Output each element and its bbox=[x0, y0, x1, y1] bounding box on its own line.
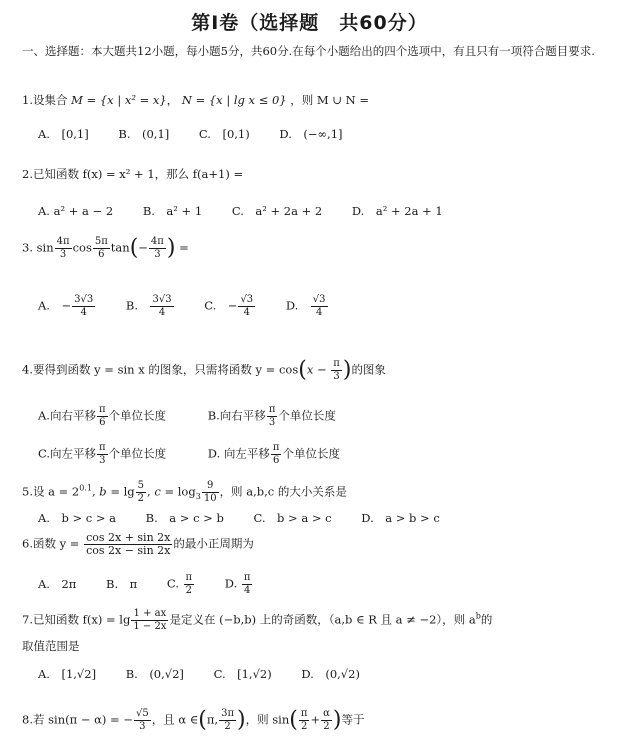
q3-option-b[interactable]: B. $\frac{3√3}{4}$ bbox=[125, 294, 172, 318]
question-7: 7.已知函数 f(x) = lg $\frac{1 + ax}{1 - 2x}$ 是定义在 (−b,b) 上的奇函数，（a,b ∈ R 且 a ≠ −2），则 $a^b$的 bbox=[22, 608, 493, 632]
q5-options bbox=[38, 510, 466, 526]
q6-options bbox=[38, 572, 279, 597]
question-6: 6.函数 y = $\frac{\cos 2x + \sin 2x}{\cos 2x - \sin 2x}$ 的最小正周期为 bbox=[22, 531, 254, 557]
question-8: 8.若 sin(π − α) = − $\frac{√5}{3}$ ，且 α ∈(π, $\frac{3\pi}{2}$ )，则 sin( $\frac{\pi}{2}$ + $\frac{\alpha}{2}$ )等于 bbox=[22, 707, 365, 733]
question-2: 2.已知函数 f(x) = x² + 1，那么 f(a+1) = bbox=[22, 167, 244, 181]
q7-options bbox=[38, 666, 386, 682]
q3-frac-2: $\frac{5\pi}{6}$ bbox=[94, 236, 108, 260]
q5-option-d[interactable]: D. a > b > c bbox=[361, 511, 440, 525]
q3-option-c[interactable]: C. − $\frac{√3}{4}$ bbox=[204, 294, 254, 318]
q7-option-a[interactable]: A. [1,√2] bbox=[38, 667, 97, 681]
q4-option-a[interactable]: A.向右平移 $\frac{\pi}{6}$ 个单位长度 bbox=[38, 404, 167, 428]
q1-options bbox=[38, 126, 369, 142]
q1-set-m: M = {x | x² = x} bbox=[71, 93, 167, 107]
question-5: 5.设 $a = 2^{0.1}$, b = lg $\frac{5}{2}$ , $c = \log_3$ $\frac{9}{10}$ ，则 a,b,c 的大小关系是 bbox=[22, 480, 347, 504]
q7-option-d[interactable]: D. (0,√2) bbox=[301, 667, 360, 681]
q7-option-b[interactable]: B. (0,√2] bbox=[125, 667, 184, 681]
q1-option-a[interactable]: A. [0,1] bbox=[38, 127, 89, 141]
q5-option-b[interactable]: B. a > c > b bbox=[145, 511, 224, 525]
q5-option-c[interactable]: C. b > a > c bbox=[253, 511, 332, 525]
question-4: 4.要得到函数 y = sin x 的图象，只需将函数 y = cos(x − $\frac{\pi}{3}$ )的图象 bbox=[22, 357, 386, 383]
q5-option-a[interactable]: A. b > c > a bbox=[38, 511, 117, 525]
section-title: 第Ⅰ卷（选择题 共60分） bbox=[191, 12, 428, 34]
q4-options-row-2 bbox=[38, 442, 366, 467]
q1-ask: ，则 M ∪ N = bbox=[290, 93, 370, 107]
q4-option-d[interactable]: D. 向左平移 $\frac{\pi}{6}$ 个单位长度 bbox=[207, 442, 340, 466]
question-7-cont: 取值范围是 bbox=[22, 639, 80, 653]
q3-options bbox=[38, 294, 355, 319]
q1-option-d[interactable]: D. (−∞,1] bbox=[279, 127, 343, 141]
q1-stem: 1.设集合 bbox=[22, 93, 68, 107]
q1-set-n: N = {x | lg x ≤ 0} bbox=[181, 93, 287, 107]
q2-option-c[interactable]: C. a² + 2a + 2 bbox=[231, 204, 323, 218]
q6-option-a[interactable]: A. 2π bbox=[38, 576, 77, 591]
q3-option-d[interactable]: D. $\frac{√3}{4}$ bbox=[285, 294, 326, 318]
question-1: 1.设集合 M = {x | x² = x}， N = {x | lg x ≤ 0} ，则 M ∪ N = bbox=[22, 93, 370, 107]
q2-option-b[interactable]: B. a² + 1 bbox=[142, 204, 203, 218]
q3-frac-3: $\frac{4\pi}{3}$ bbox=[150, 236, 164, 260]
q3-frac-1: $\frac{4\pi}{3}$ bbox=[56, 236, 70, 260]
q4-option-b[interactable]: B.向右平移 $\frac{\pi}{3}$ 个单位长度 bbox=[207, 404, 336, 428]
q6-option-b[interactable]: B. π bbox=[106, 576, 138, 591]
question-3: 3. sin $\frac{4\pi}{3}$ cos $\frac{5\pi}{6}$ tan(− $\frac{4\pi}{3}$ ) = bbox=[22, 235, 189, 261]
q6-option-d[interactable]: D. $\frac{\pi}{4}$ bbox=[224, 572, 251, 596]
q1-option-b[interactable]: B. (0,1] bbox=[118, 127, 170, 141]
q4-option-c[interactable]: C.向左平移 $\frac{\pi}{3}$ 个单位长度 bbox=[38, 442, 167, 466]
q2-option-a[interactable]: A. a² + a − 2 bbox=[38, 204, 114, 218]
q7-option-c[interactable]: C. [1,√2) bbox=[213, 667, 272, 681]
q6-option-c[interactable]: C. $\frac{\pi}{2}$ bbox=[166, 572, 193, 596]
q2-option-d[interactable]: D. a² + 2a + 1 bbox=[351, 204, 443, 218]
q4-options-row-1 bbox=[38, 404, 362, 429]
q3-stem: 3. bbox=[22, 240, 33, 255]
q3-option-a[interactable]: A. − $\frac{3√3}{4}$ bbox=[38, 294, 94, 318]
section-instructions: 一、选择题：本大题共12小题，每小题5分，共60分.在每个小题给出的四个选项中，有且只有一项符合题目要求. bbox=[22, 44, 595, 58]
q1-option-c[interactable]: C. [0,1) bbox=[198, 127, 250, 141]
q2-options bbox=[38, 203, 469, 219]
